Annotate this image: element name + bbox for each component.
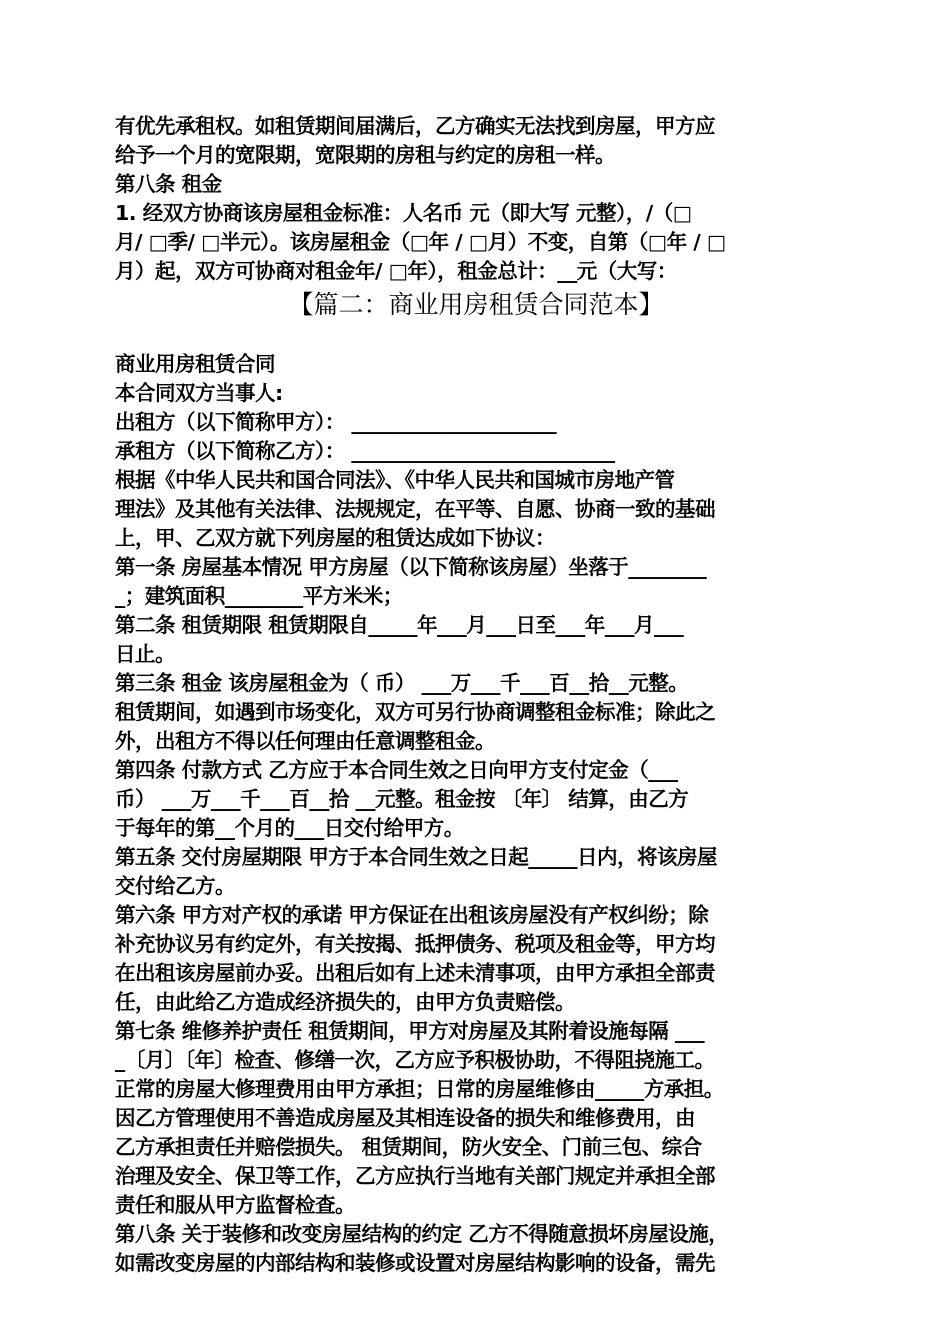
text-line: 任，由此给乙方造成经济损失的，由甲方负责赔偿。 [115,990,575,1014]
text-line: _〔月〕〔年〕检查、修缮一次，乙方应予积极协助，不得阻挠施工。 [115,1048,715,1072]
text-line: 第八条 关于装修和改变房屋结构的约定 乙方不得随意损坏房屋设施， [115,1222,729,1246]
text-line: 根据《中华人民共和国合同法》、《中华人民共和国城市房地产管 [115,468,675,492]
text-line: 租赁期间，如遇到市场变化，双方可另行协商调整租金标准；除此之 [115,700,715,724]
text-line: 月/ □季/ □半元）。该房屋租金（□年 / □月）不变，自第（□年 / □ [115,230,726,254]
text-line: _；建筑面积________平方米米； [115,584,403,608]
section-heading: 【篇二：商业用房租赁合同范本】 [288,290,664,319]
text-line: 1. 经双方协商该房屋租金标准：人名币 元（即大写 元整），/（□ [115,201,692,225]
text-line: 正常的房屋大修理费用由甲方承担；日常的房屋维修由_____方承担。 [115,1077,724,1101]
text-line: 币） ___万___千___百__拾 __元整。租金按 〔年〕 结算，由乙方 [115,787,689,811]
text-line: 第三条 租金 该房屋租金为（ 币） ___万___千___百__拾__元整。 [115,671,689,695]
text-line: 理法》及其他有关法律、法规规定，在平等、自愿、协商一致的基础 [115,497,715,521]
text-line: 第二条 租赁期限 租赁期限自_____年___月___日至___年___月___ [115,613,684,637]
text-line: 本合同双方当事人: [115,381,283,405]
text-line: 于每年的第__个月的___日交付给甲方。 [115,816,464,840]
text-line: 给予一个月的宽限期，宽限期的房租与约定的房租一样。 [115,143,615,167]
text-line: 日止。 [115,642,175,666]
text-line: 外，出租方不得以任何理由任意调整租金。 [115,729,495,753]
text-line: 第六条 甲方对产权的承诺 甲方保证在出租该房屋没有产权纠纷；除 [115,903,709,927]
text-line: 治理及安全、保卫等工作，乙方应执行当地有关部门规定并承担全部 [115,1164,715,1188]
text-line: 第五条 交付房屋期限 甲方于本合同生效之日起_____日内，将该房屋 [115,845,718,869]
text-line: 第一条 房屋基本情况 甲方房屋（以下简称该房屋）坐落于________ [115,555,707,579]
text-line: 商业用房租赁合同 [115,352,275,376]
text-line: 第七条 维修养护责任 租赁期间，甲方对房屋及其附着设施每隔 ___ [115,1019,705,1043]
text-line: 承租方（以下简称乙方）： ___________________________ [115,439,615,463]
text-line: 有优先承租权。如租赁期间届满后，乙方确实无法找到房屋，甲方应 [115,114,715,138]
text-line: 交付给乙方。 [115,874,235,898]
text-line: 月）起，双方可协商对租金年/ □年），租金总计：__元（大写： [115,259,677,283]
contract-body [115,350,837,1278]
text-line: 在出租该房屋前办妥。出租后如有上述未清事项，由甲方承担全部责 [115,961,715,985]
text-line: 出租方（以下简称甲方）： _____________________ [115,410,557,434]
text-line: 补充协议另有约定外，有关按揭、抵押债务、税项及租金等，甲方均 [115,932,715,956]
text-line: 因乙方管理使用不善造成房屋及其相连设备的损失和维修费用，由 [115,1106,695,1130]
text-line: 上，甲、乙双方就下列房屋的租赁达成如下协议： [115,526,555,550]
text-line: 责任和服从甲方监督检查。 [115,1193,355,1217]
document-page [115,112,837,1278]
text-line: 第四条 付款方式 乙方应于本合同生效之日向甲方支付定金（___ [115,758,678,782]
top-section [115,112,837,286]
text-line: 乙方承担责任并赔偿损失。 租赁期间，防火安全、门前三包、综合 [115,1135,702,1159]
text-line: 如需改变房屋的内部结构和装修或设置对房屋结构影响的设备，需先 [115,1251,715,1275]
text-line: 第八条 租金 [115,172,222,196]
